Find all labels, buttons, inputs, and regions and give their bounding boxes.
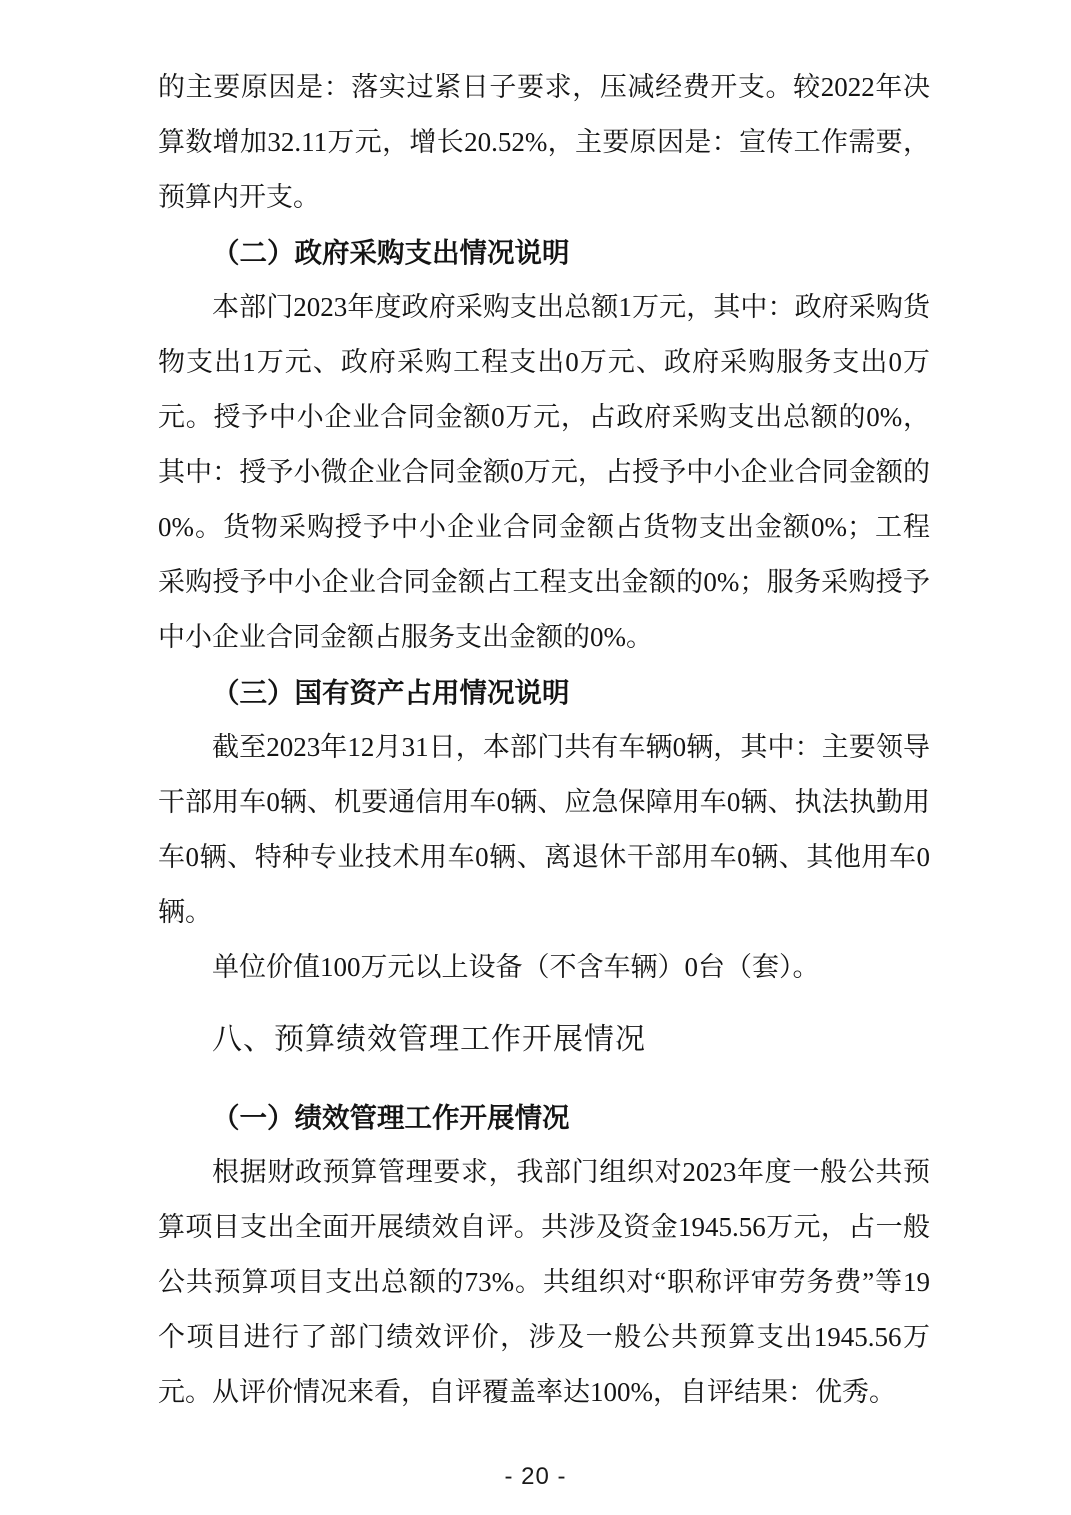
paragraph: 单位价值100万元以上设备（不含车辆）0台（套）。 (212, 952, 820, 982)
paragraph: 本部门2023年度政府采购支出总额1万元，其中：政府采购货物支出1万元、政府采购工程支出0万元、政府采购服务支出0万元。授予中小企业合同金额0万元，占政府采购支出总额的0%，其中：授予小微企业合同金额0万元，占授予中小企业合同金额的0%。货物采购授予中小企业合同金额占货物支出金额0%；工程采购授予中小企业合同金额占工程支出金额的0%；服务采购授予中小企业合同金额占服务支出金额的0%。 (158, 292, 930, 652)
paragraph: 根据财政预算管理要求，我部门组织对2023年度一般公共预算项目支出全面开展绩效自评。共涉及资金1945.56万元，占一般公共预算项目支出总额的73%。共组织对“职称评审劳务费”等19个项目进行了部门绩效评价，涉及一般公共预算支出1945.56万元。从评价情况来看，自评覆盖率达100%，自评结果：优秀。 (158, 1157, 930, 1407)
chapter-heading: 八、预算绩效管理工作开展情况 (212, 1023, 646, 1056)
section-heading: （一）绩效管理工作开展情况 (212, 1102, 570, 1133)
paragraph: 截至2023年12月31日，本部门共有车辆0辆，其中：主要领导干部用车0辆、机要通信用车0辆、应急保障用车0辆、执法执勤用车0辆、特种专业技术用车0辆、离退休干部用车0辆、其他用车0辆。 (158, 732, 930, 927)
paragraph: 的主要原因是：落实过紧日子要求，压减经费开支。较2022年决算数增加32.11万元，增长20.52%，主要原因是：宣传工作需要，预算内开支。 (158, 72, 930, 212)
document-body (158, 60, 930, 1420)
section-heading: （三）国有资产占用情况说明 (212, 677, 570, 708)
section-heading: （二）政府采购支出情况说明 (212, 237, 570, 268)
page-number: - 20 - (504, 1463, 567, 1490)
